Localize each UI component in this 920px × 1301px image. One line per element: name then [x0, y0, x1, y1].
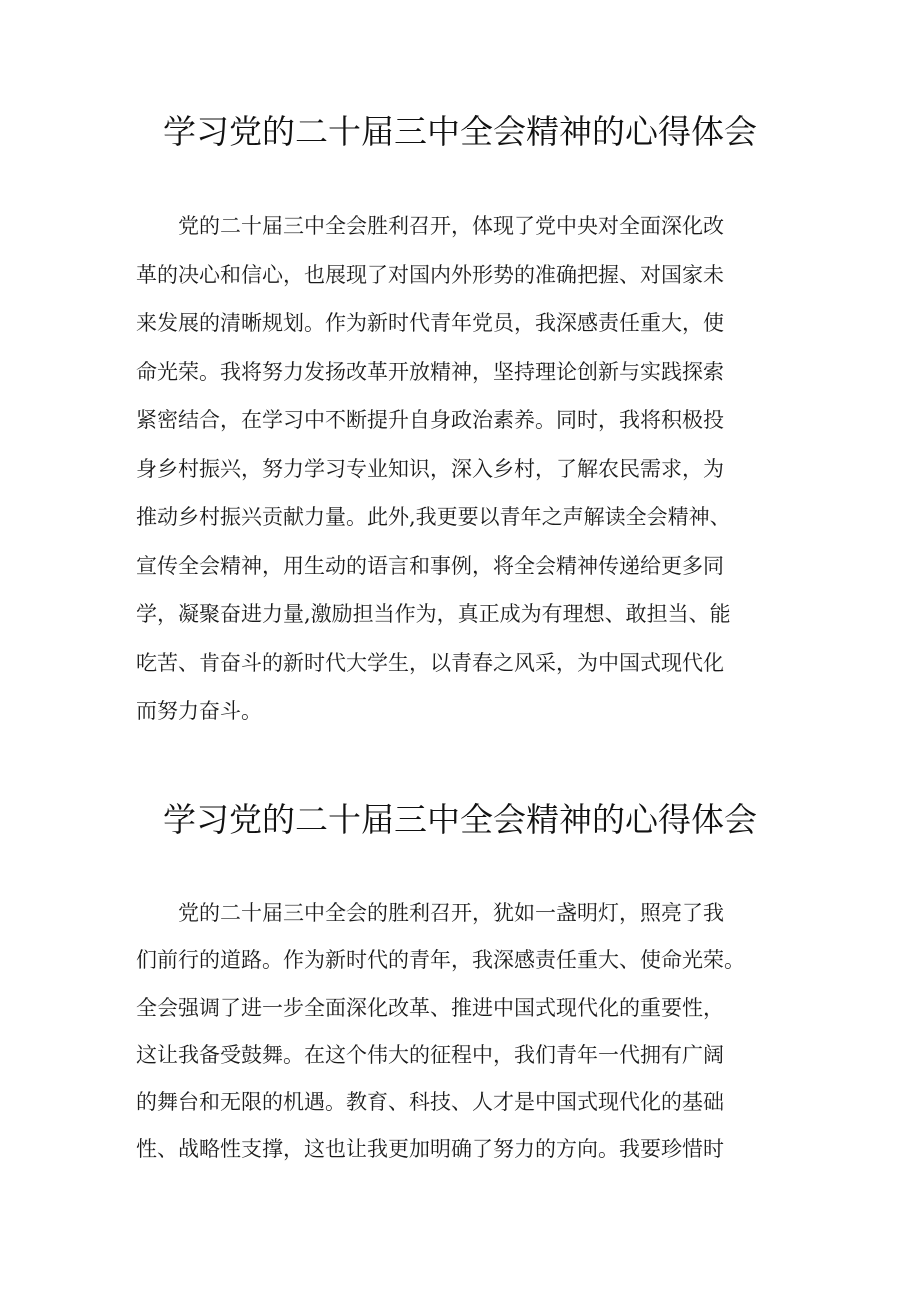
- body-line: 宣传全会精神，用生动的语言和事例，将全会精神传递给更多同: [136, 553, 724, 578]
- body-line: 吃苦、肯奋斗的新时代大学生，以青春之风采，为中国式现代化: [136, 650, 724, 675]
- section-title: 学习党的二十届三中全会精神的心得体会: [163, 112, 757, 151]
- body-line: 革的决心和信心，也展现了对国内外形势的准确把握、对国家未: [136, 262, 724, 287]
- body-line: 来发展的清晰规划。作为新时代青年党员，我深感责任重大，使: [136, 311, 724, 335]
- body-line: 推动乡村振兴贡献力量。此外,我更要以青年之声解读全会精神、: [136, 505, 731, 529]
- body-line: 们前行的道路。作为新时代的青年，我深感责任重大、使命光荣。: [136, 948, 745, 973]
- body-line: 身乡村振兴，努力学习专业知识，深入乡村，了解农民需求，为: [136, 456, 724, 481]
- body-line: 全会强调了进一步全面深化改革、推进中国式现代化的重要性，: [136, 995, 724, 1020]
- body-line: 紧密结合，在学习中不断提升自身政治素养。同时，我将积极投: [136, 408, 724, 432]
- body-line: 的舞台和无限的机遇。教育、科技、人才是中国式现代化的基础: [136, 1090, 724, 1115]
- section-body: [136, 890, 796, 1174]
- body-line: 这让我备受鼓舞。在这个伟大的征程中，我们青年一代拥有广阔: [136, 1042, 724, 1067]
- section-title: 学习党的二十届三中全会精神的心得体会: [163, 800, 757, 839]
- section-body: [136, 202, 796, 736]
- body-line: 性、战略性支撑，这也让我更加明确了努力的方向。我要珍惜时: [136, 1137, 724, 1162]
- body-line: 党的二十届三中全会胜利召开，体现了党中央对全面深化改: [136, 214, 724, 238]
- body-line: 党的二十届三中全会的胜利召开，犹如一盏明灯，照亮了我: [136, 901, 724, 925]
- body-line: 而努力奋斗。: [136, 699, 262, 723]
- body-line: 命光荣。我将努力发扬改革开放精神，坚持理论创新与实践探索: [136, 359, 724, 384]
- body-line: 学，凝聚奋进力量,激励担当作为，真正成为有理想、敢担当、能: [136, 602, 731, 626]
